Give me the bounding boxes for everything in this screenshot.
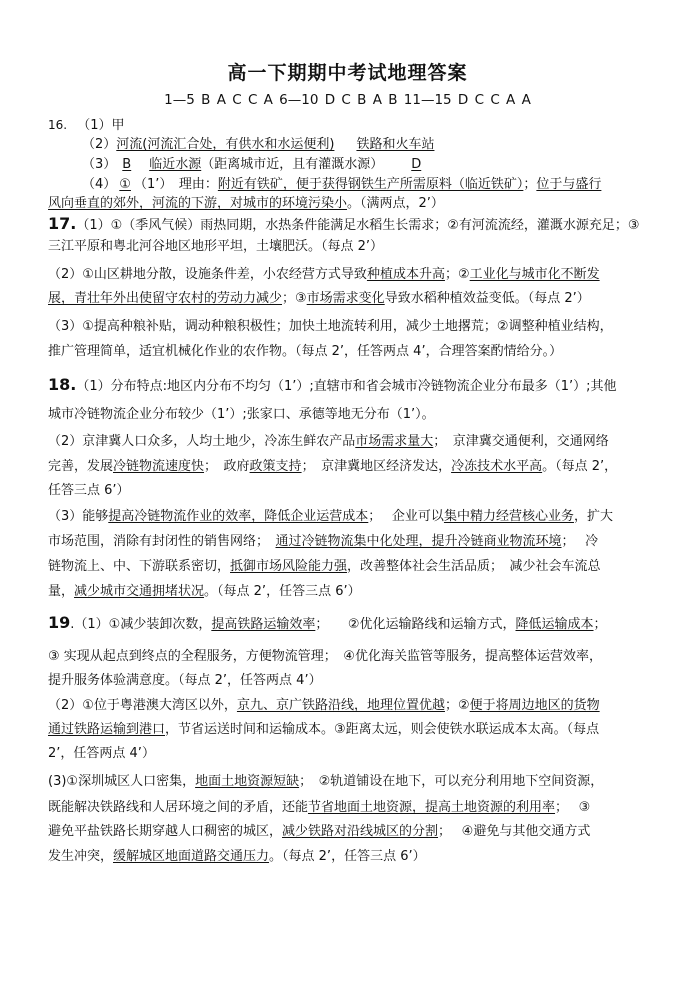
q18-line6: （3）能够提高冷链物流作业的效率，降低企业运营成本； 企业可以集中精力经营核心业务，扩大 [48, 509, 613, 524]
q19-line7: (3)①深圳城区人口密集，地面土地资源短缺； ②轨道铺设在地下，可以充分利用地下空间资源， [48, 774, 604, 789]
q16-part3: （3） B 临近水源（距离城市近，且有灌溉水源） D [82, 157, 422, 172]
q19-line3: 提升服务体验满意度。（每点 2’，任答两点 4’） [48, 673, 322, 688]
choice-answers: 1—5 B A C C A 6—10 D C B A B 11—15 D C C A A [164, 92, 531, 108]
q18-line2: 城市冷链物流企业分布较少（1’）;张家口、承德等地无分布（1’）。 [48, 407, 435, 422]
q19-line5: 通过铁路运输到港口，节省运送时间和运输成本。③距离太远，则会使铁水联运成本太高。（每点 [48, 722, 600, 737]
q18-line1: 18.（1）分布特点:地区内分布不均匀（1’）;直辖市和省会城市冷链物流企业分布最多（1’）;其他 [48, 375, 617, 394]
q19-line2: ③ 实现从起点到终点的全程服务，方便物流管理； ④优化海关监管等服务，提高整体运营效率， [48, 649, 602, 664]
q16-part2: （2）河流(河流汇合处，有供水和水运便利) 铁路和火车站 [82, 137, 435, 152]
q18-line3: （2）京津冀人口众多，人均土地少，冷冻生鲜农产品市场需求量大； 京津冀交通便利，交通网络 [48, 434, 609, 449]
q17-line1: 17.（1）①（季风气候）雨热同期，水热条件能满足水稻生长需求；②有河流流经，灌溉水源充足；③ [48, 214, 640, 233]
q17-number: 17. [48, 214, 77, 233]
q19-line9: 避免平盐铁路长期穿越人口稠密的城区，减少铁路对沿线城区的分割； ④避免与其他交通方式 [48, 824, 591, 839]
q17-line5: （3）①提高种粮补贴，调动种粮积极性；加快土地流转利用，减少土地撂荒；②调整种植业结构， [48, 319, 613, 334]
q16-part1: 16. （1）甲 [48, 118, 125, 133]
q18-line7: 市场范围，消除有封闭性的销售网络； 通过冷链物流集中化处理，提升冷链商业物流环境； 冷 [48, 534, 599, 549]
q19-line4: （2）①位于粤港澳大湾区以外，京九、京广铁路沿线，地理位置优越；②便于将周边地区的货物 [48, 698, 600, 713]
q17-line2: 三江平原和粤北河谷地区地形平坦，土壤肥沃。（每点 2’） [48, 239, 384, 254]
q18-number: 18. [48, 375, 77, 394]
page-title: 高一下期期中考试地理答案 [227, 62, 468, 84]
q18-line8: 链物流上、中、下游联系密切，抵御市场风险能力强，改善整体社会生活品质； 减少社会车流总 [48, 559, 601, 574]
q17-line3: （2）①山区耕地分散，设施条件差，小农经营方式导致种植成本升高；②工业化与城市化不断发 [48, 267, 600, 282]
q16-number: 16. [48, 118, 68, 132]
q18-line5: 任答三点 6’） [48, 483, 130, 498]
q19-line6: 2’，任答两点 4’） [48, 746, 155, 761]
q16-part4-cont: 风向垂直的郊外，河流的下游，对城市的环境污染小。（满两点，2’） [48, 196, 444, 211]
q18-line9: 量，减少城市交通拥堵状况。（每点 2’，任答三点 6’） [48, 584, 361, 599]
q19-line8: 既能解决铁路线和人居环境之间的矛盾，还能节省地面土地资源，提高土地资源的利用率； ③ [48, 800, 591, 815]
q19-line10: 发生冲突，缓解城区地面道路交通压力。（每点 2’，任答三点 6’） [48, 849, 426, 864]
q19-line1: 19.（1）①减少装卸次数，提高铁路运输效率； ②优化运输路线和运输方式，降低运输成本； [48, 613, 607, 632]
q18-line4: 完善，发展冷链物流速度快； 政府政策支持； 京津冀地区经济发达，冷冻技术水平高。（每点 2’， [48, 459, 618, 474]
q17-line6: 推广管理简单，适宜机械化作业的农作物。（每点 2’，任答两点 4’，合理答案酌情给分。） [48, 344, 563, 359]
q17-line4: 展，青壮年外出使留守农村的劳动力减少；③市场需求变化导致水稻种植效益变低。（每点 2’） [48, 291, 590, 306]
q19-number: 19 [48, 613, 71, 632]
q16-part4: （4） ① （1’） 理由：附近有铁矿，便于获得钢铁生产所需原料（临近铁矿）；位于与盛行 [82, 177, 602, 192]
